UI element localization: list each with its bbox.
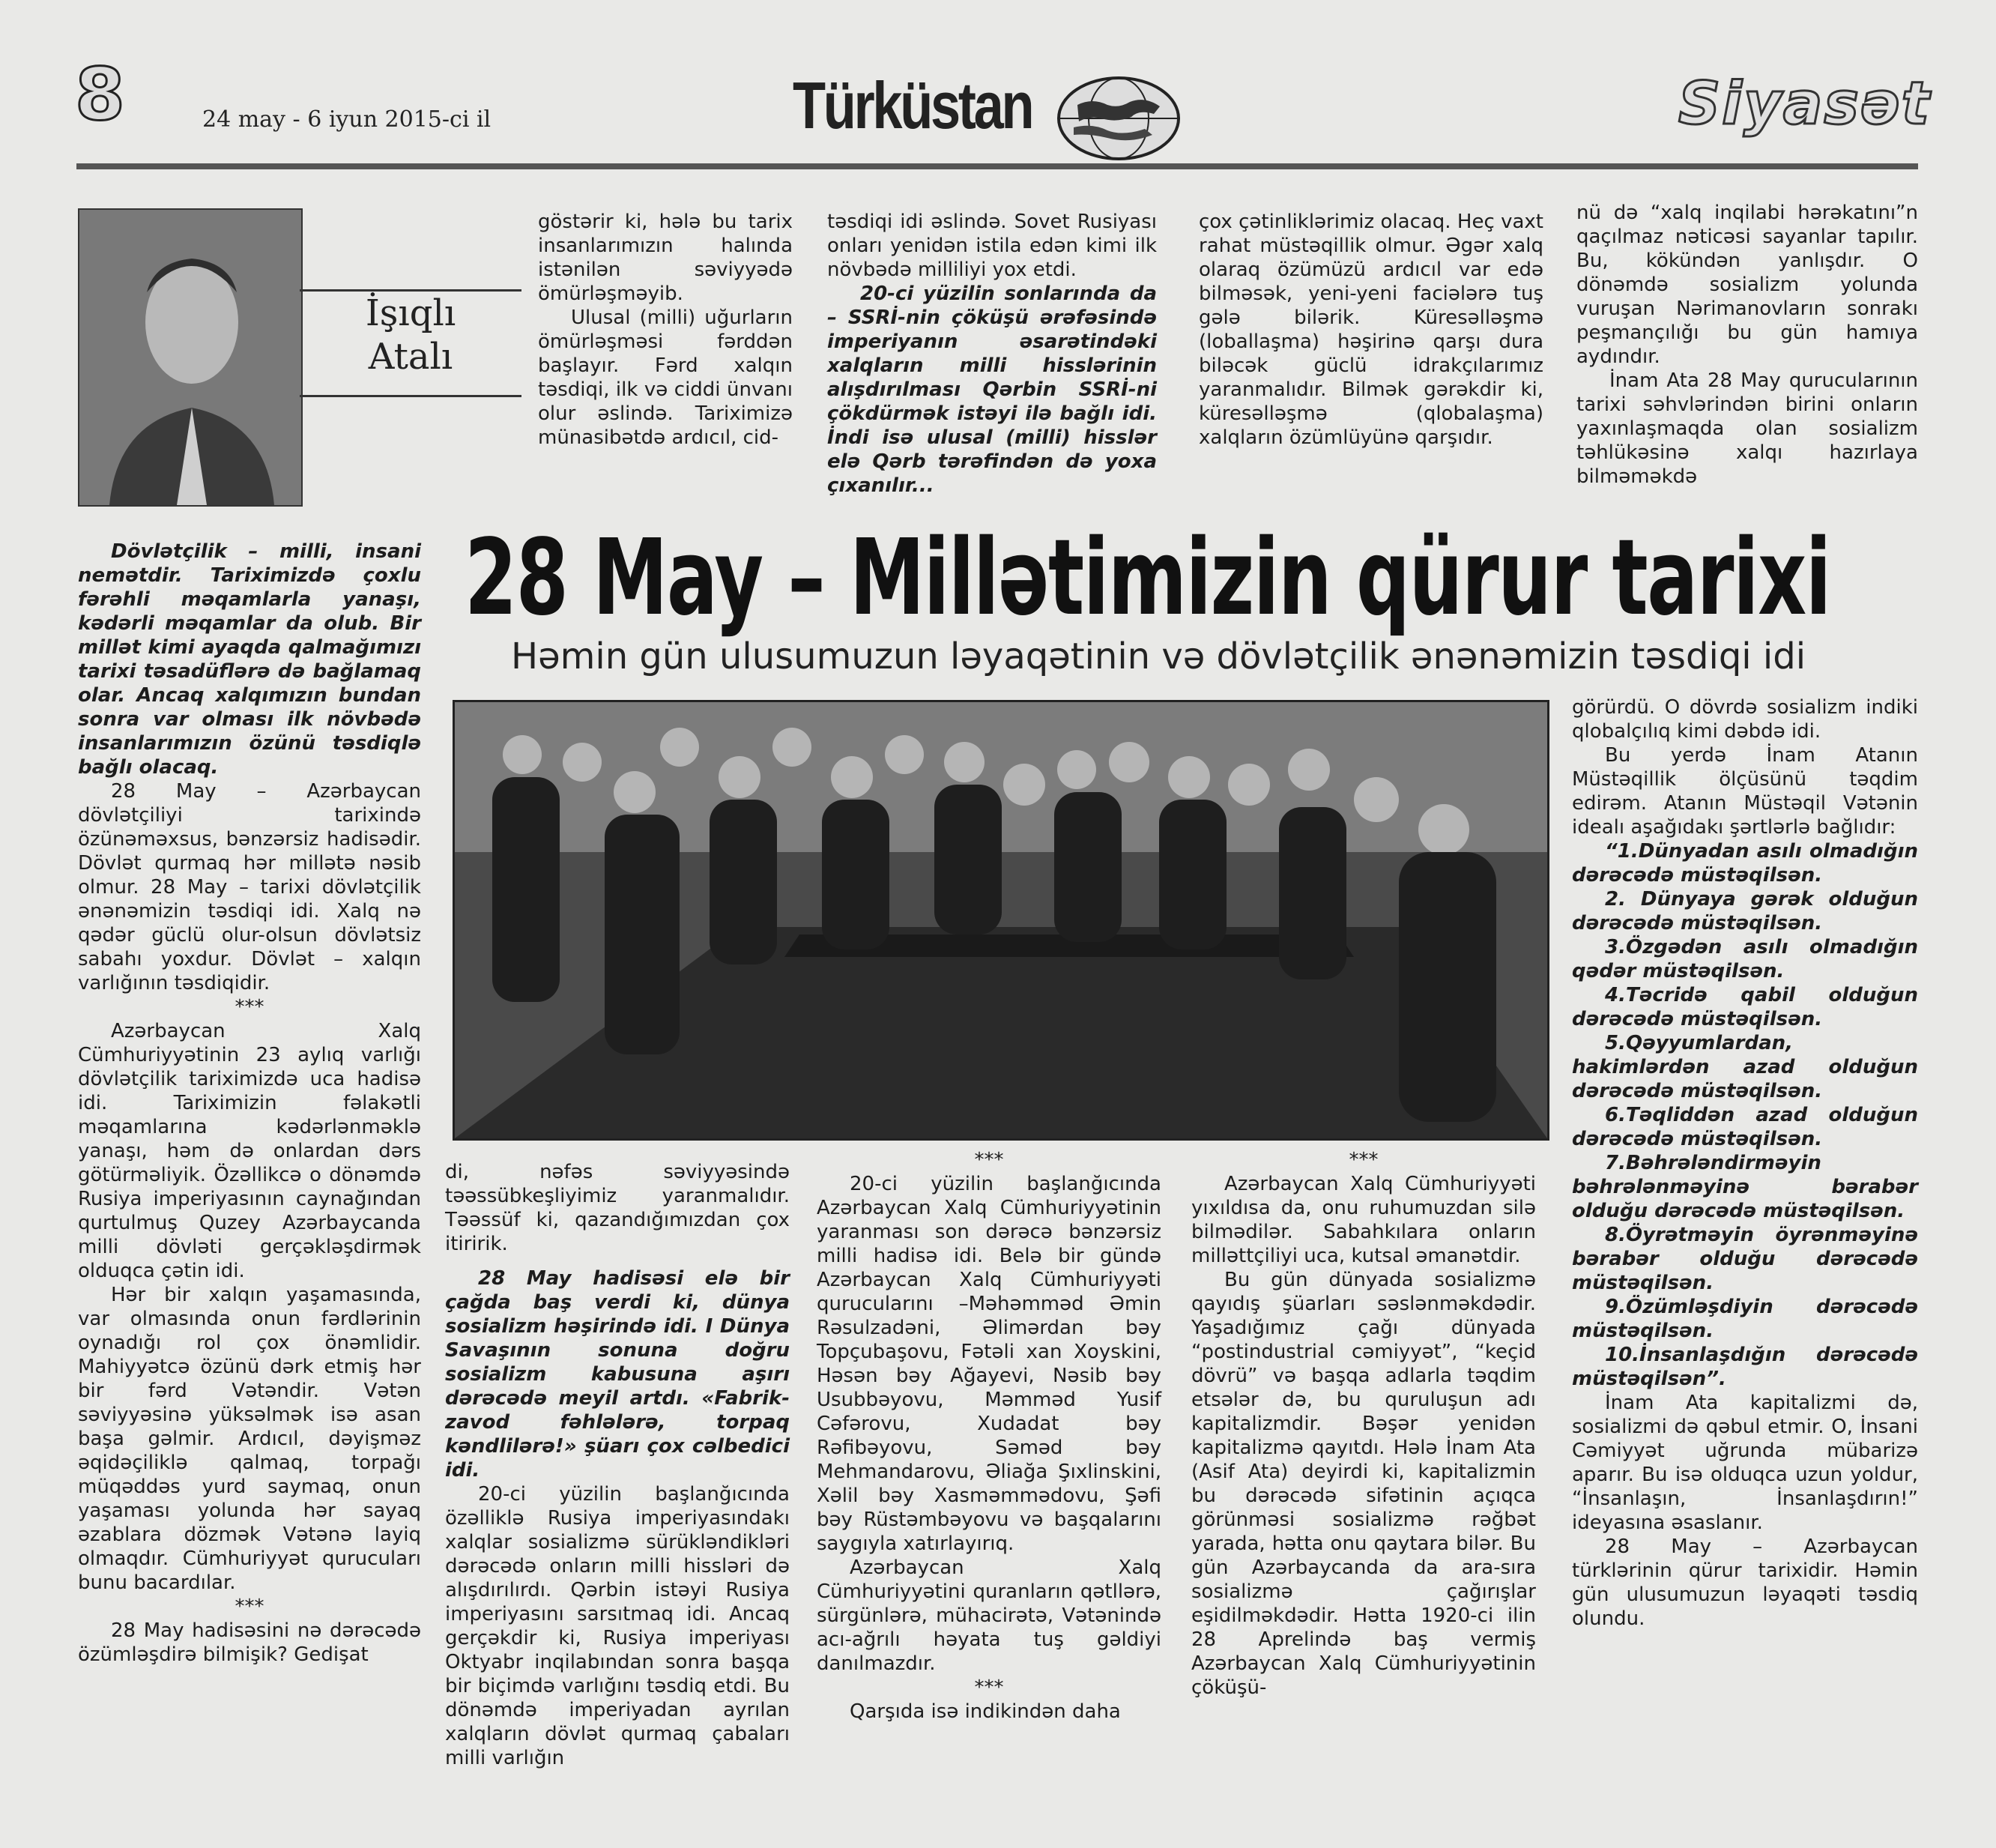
separator: *** (235, 1595, 264, 1618)
col5-paragraph: İnam Ata kapitalizmi də, sosializmi də qəbul etmir. O, İnsani Cəmiyyət uğrunda mübarizə aparır. Bu isə olduqca uzun yoldur, “İnsanlaşın, İnsanlaşdırın!” ideyasına əsaslanır. (1572, 1392, 1918, 1534)
criteria-item: “1.Dünyadan asılı olmadığın dərəcədə müstəqilsən. (1572, 840, 1918, 887)
masthead-title: Türküstan (793, 68, 1032, 142)
col4-paragraph: Bu gün dünyada sosializmə qayıdış şüarları səslənməkdədir. Yaşadığımız çağı dünyada “postindustrial cəmiyyət”, “keçid dövrü” və başqa adlarla təqdim etsələr də, bu quruluşun adı kapitalizmdir. Bəşər yenidən kapitalizmə qayıtdı. Hələ İnam Ata (Asif Ata) deyirdi ki, kapitalizmin bu dərəcədə sifətinin açıqca görünməsi sosializmə rəğbət yarada, hətta onu qaytara bilər. Bu gün Azərbaycanda da ara-sıra sosializmə çağırışlar eşidilməkdədir. Hətta 1920-ci ilin 28 Aprelində baş vermiş Azərbaycan Xalq Cümhuriyyətinin çöküşü- (1191, 1269, 1536, 1699)
globe-logo-icon (1055, 75, 1182, 162)
col4-top (1199, 210, 1543, 450)
col1 (78, 540, 421, 1667)
author-photo (78, 208, 303, 507)
col3-paragraph: Qarşıda isə indikindən daha (850, 1700, 1121, 1723)
col4-top-text: çox çətinliklərimiz olacaq. Heç vaxt rahat müstəqillik olmur. Əgər xalq olaraq özümüzü ardıcıl var edə bilməsək, yeni-yeni faciələrə tuş gələ bilərik. Küresəlləşmə (loballaşma) həşirinə qarşı dura biləcək güclü idrakçılarımız yaranmalıdır. Bilmək gərəkdir ki, küresəlləşmə (qlobalaşma) xalqların özümlüyünə qarşıdır. (1199, 211, 1543, 449)
criteria-item: 2. Dünyaya gərək olduğun dərəcədə müstəqilsən. (1572, 888, 1918, 934)
criteria-item: 3.Özgədən asılı olmadığın qədər müstəqilsən. (1572, 936, 1918, 982)
separator: *** (974, 1149, 1004, 1171)
col5-paragraph: görürdü. O dövrdə sosializm indiki qlobalçılıq kimi dəbdə idi. (1572, 696, 1918, 743)
col3-top (827, 210, 1157, 498)
separator: *** (1349, 1149, 1379, 1171)
col5-paragraph: 28 May – Azərbaycan türklərinin qürur tarixidir. Həmin gün ulusumuzun ləyaqəti təsdiq olundu. (1572, 1536, 1918, 1630)
separator: *** (974, 1676, 1004, 1699)
col1-paragraph: 28 May – Azərbaycan dövlətçiliyi tarixində özünəməxsus, bənzərsiz hadisədir. Dövlət qurmaq hər millətə nəsib olmur. 28 May – tarixi dövlətçilik ənənəmizin təsdiqi idi. Xalq nə qədər güclü olur-olsun dövlətsiz sabahı yoxdur. Dövlət – xalqın varlığının təsdiqidir. (78, 780, 421, 994)
col3-top-text: təsdiqi idi əslində. Sovet Rusiyası onları yenidən istila edən kimi ilk növbədə milliliyi yox etdi. (827, 211, 1157, 281)
header-rule (76, 163, 1918, 169)
separator: *** (235, 996, 264, 1018)
col3-bottom (817, 1148, 1161, 1724)
col2-bottom (445, 1160, 790, 1770)
col5-top (1576, 201, 1918, 489)
issue-date: 24 may - 6 iyun 2015-ci il (202, 106, 492, 133)
col2-top-text: göstərir ki, hələ bu tarix insanlarımızın halında istənilən səviyyədə ömürləşməyib. (538, 211, 793, 305)
col2-paragraph: 20-ci yüzilin başlanğıcında özəlliklə Rusiya imperiyasındakı xalqlar sosializmə sürükləndikləri dərəcədə onların milli hissləri də alışdırılırdı. Qərbin istəyi Rusiya imperiyasını sarsıtmaq idi. Ancaq gerçəkdir ki, Rusiya imperiyası Oktyabr inqilabından sonra başqa bir biçimdə varlığını təsdiq etdi. Bu dönəmdə imperiyadan ayrılan xalqların dövlət qurmaq çabaları milli varlığın (445, 1483, 790, 1769)
col5-top-text-2: İnam Ata 28 May qurucularının tarixi səhvlərindən birini onların yaxınlaşmaqda olan sosializm təhlükəsinə xalqı hazırlaya bilməməkdə (1576, 369, 1918, 488)
col4-bottom (1191, 1148, 1536, 1700)
col3-paragraph: 20-ci yüzilin başlanğıcında Azərbaycan Xalq Cümhuriyyətinin yaranması son dərəcə bənzərsiz milli hadisə idi. Belə bir gündə Azərbaycan Xalq Cümhuriyyəti qurucularını –Məhəmməd Əmin Rəsulzadəni, Əlimərdan bəy Topçubaşovu, Fətəli xan Xoyskini, Həsən bəy Ağayevi, Nəsib bəy Usubbəyovu, Məmməd Yusif Cəfərovu, Xudadat bəy Rəfibəyovu, Səməd bəy Mehmandarovu, Əliağa Şıxlinskini, Xəlil bəy Xasməmmədovu, Şəfi bəy Rüstəmbəyovu və başqalarını saygıyla xatırlayırıq. (817, 1173, 1161, 1555)
col2-bold-paragraph: 28 May hadisəsi elə bir çağda baş verdi ki, dünya sosializm həşirində idi. I Dünya Savaşının sonuna doğru sosializm kabusuna aşırı dərəcədə meyil artdı. «Fabrik-zavod fəhlələrə, torpaq kəndlilərə!» şüarı çox cəlbedici idi. (445, 1267, 790, 1482)
historical-photo (453, 700, 1549, 1141)
page-number: 8 (75, 52, 124, 136)
criteria-item: 8.Öyrətməyin öyrənməyinə bərabər olduğu dərəcədə müstəqilsən. (1572, 1224, 1918, 1294)
author-first-name: İşıqlı (365, 292, 456, 334)
criteria-item: 5.Qəyyumlardan, hakimlərdən azad olduğun dərəcədə müstəqilsən. (1572, 1032, 1918, 1102)
col5-top-text: nü də “xalq inqilabi hərəkatını”n qaçılmaz nəticəsi sayanlar tapılır. Bu, kökündən yanlışdır. O dönəmdə sosializm yolunda vuruşan Nərimanovların sonrakı peşmançılığı bu gün hamıya aydındır. (1576, 202, 1918, 368)
col3-top-bold-text: 20-ci yüzilin sonlarında da – SSRİ-nin çöküşü ərəfəsində imperiyanın əsarətindəki xalqların milli hisslərinin alışdırılması Qərbin SSRİ-ni çökdürmək istəyi ilə bağlı idi. İndi isə ulusal (milli) hisslər elə Qərb tərəfindən də yoxa çıxanılır... (827, 283, 1157, 497)
author-last-name: Atalı (368, 336, 453, 378)
col3-paragraph: Azərbaycan Xalq Cümhuriyyətini quranların qətllərə, sürgünlərə, mühacirətə, Vətənində acı-ağrılı həyata tuş gəldiyi danılmazdır. (817, 1556, 1161, 1675)
col2-paragraph: di, nəfəs səviyyəsində təəssübkeşliyimiz yaranmalıdır. Təəssüf ki, qazandığımızdan çox itiririk. (445, 1161, 790, 1255)
subheadline: Həmin gün ulusumuzun ləyaqətinin və dövlətçilik ənənəmizin təsdiqi idi (511, 635, 1806, 677)
criteria-item: 4.Təcridə qabil olduğun dərəcədə müstəqilsən. (1572, 984, 1918, 1030)
author-nameplate (300, 289, 521, 397)
col5-paragraph: Bu yerdə İnam Atanın Müstəqillik ölçüsünü təqdim edirəm. Atanın Müstəqil Vətənin idealı aşağıdakı şərtlərlə bağlıdır: (1572, 744, 1918, 839)
col1-paragraph: Azərbaycan Xalq Cümhuriyyətinin 23 aylıq varlığı dövlətçilik tariximizdə uca hadisə idi. Tariximizin fəlakətli məqamlarına kədərlənməklə yanaşı, həm də onlardan dərs götürməliyik. Özəllikcə o dönəmdə Rusiya imperiyasının caynağından qurtulmuş Quzey Azərbaycanda milli dövləti gerçəkləşdirmək olduqca çətin idi. (78, 1020, 421, 1282)
criteria-item: 6.Təqliddən azad olduğun dərəcədə müstəqilsən. (1572, 1104, 1918, 1150)
section-title: Siyasət (1678, 70, 1932, 138)
col2-top-text-2: Ulusal (milli) uğurların ömürləşməsi fərddən başlayır. Fərd xalqın təsdiqi, ilk və ciddi ünvanı olur əslində. Tariximizə münasibətdə ardıcıl, cid- (538, 307, 793, 449)
col1-paragraph: 28 May hadisəsini nə dərəcədə özümləşdirə bilmişik? Gedişat (78, 1619, 421, 1666)
headline: 28 May – Millətimizin qürur tarixi (465, 517, 1830, 639)
col1-lead: Dövlətçilik – milli, insani nemətdir. Tariximizdə çoxlu fərəhli məqamlarla yanaşı, kədərli məqamlar da olub. Bir millət kimi ayaqda qalmağımızı tarixi təsadüflərə də bağlamaq olar. Ancaq xalqımızın bundan sonra var olması ilk növbədə insanlarımızın özünü təsdiqlə bağlı olacaq. (78, 540, 421, 779)
col4-paragraph: Azərbaycan Xalq Cümhuriyyəti yıxıldısa da, onu ruhumuzdan silə bilmədilər. Sabahkılara onların milləttçiliyi uca, kutsal əmanətdir. (1191, 1173, 1536, 1267)
col5-bottom (1572, 695, 1918, 1631)
criteria-item: 9.Özümləşdiyin dərəcədə müstəqilsən. (1572, 1296, 1918, 1342)
criteria-item: 10.İnsanlaşdığın dərəcədə müstəqilsən”. (1572, 1344, 1918, 1390)
criteria-item: 7.Bəhrələndirməyin bəhrələnməyinə bərabər olduğu dərəcədə müstəqilsən. (1572, 1152, 1918, 1222)
col2-top (538, 210, 793, 450)
col1-paragraph: Hər bir xalqın yaşamasında, var olmasında onun fərdlərinin oynadığı rol çox önəmlidir. Mahiyyətcə özünü dərk etmiş hər bir fərd Vətəndir. Vətən səviyyəsinə yüksəlmək isə asan başa gəlmir. Ardıcıl, dəyişməz əqidəçiliklə qalmaq, torpağı müqəddəs yurd saymaq, onun yaşaması yolunda hər sayaq əzablara dözmək Vətənə layiq olmaqdır. Cümhuriyyət qurucuları bunu bacardılar. (78, 1284, 421, 1594)
